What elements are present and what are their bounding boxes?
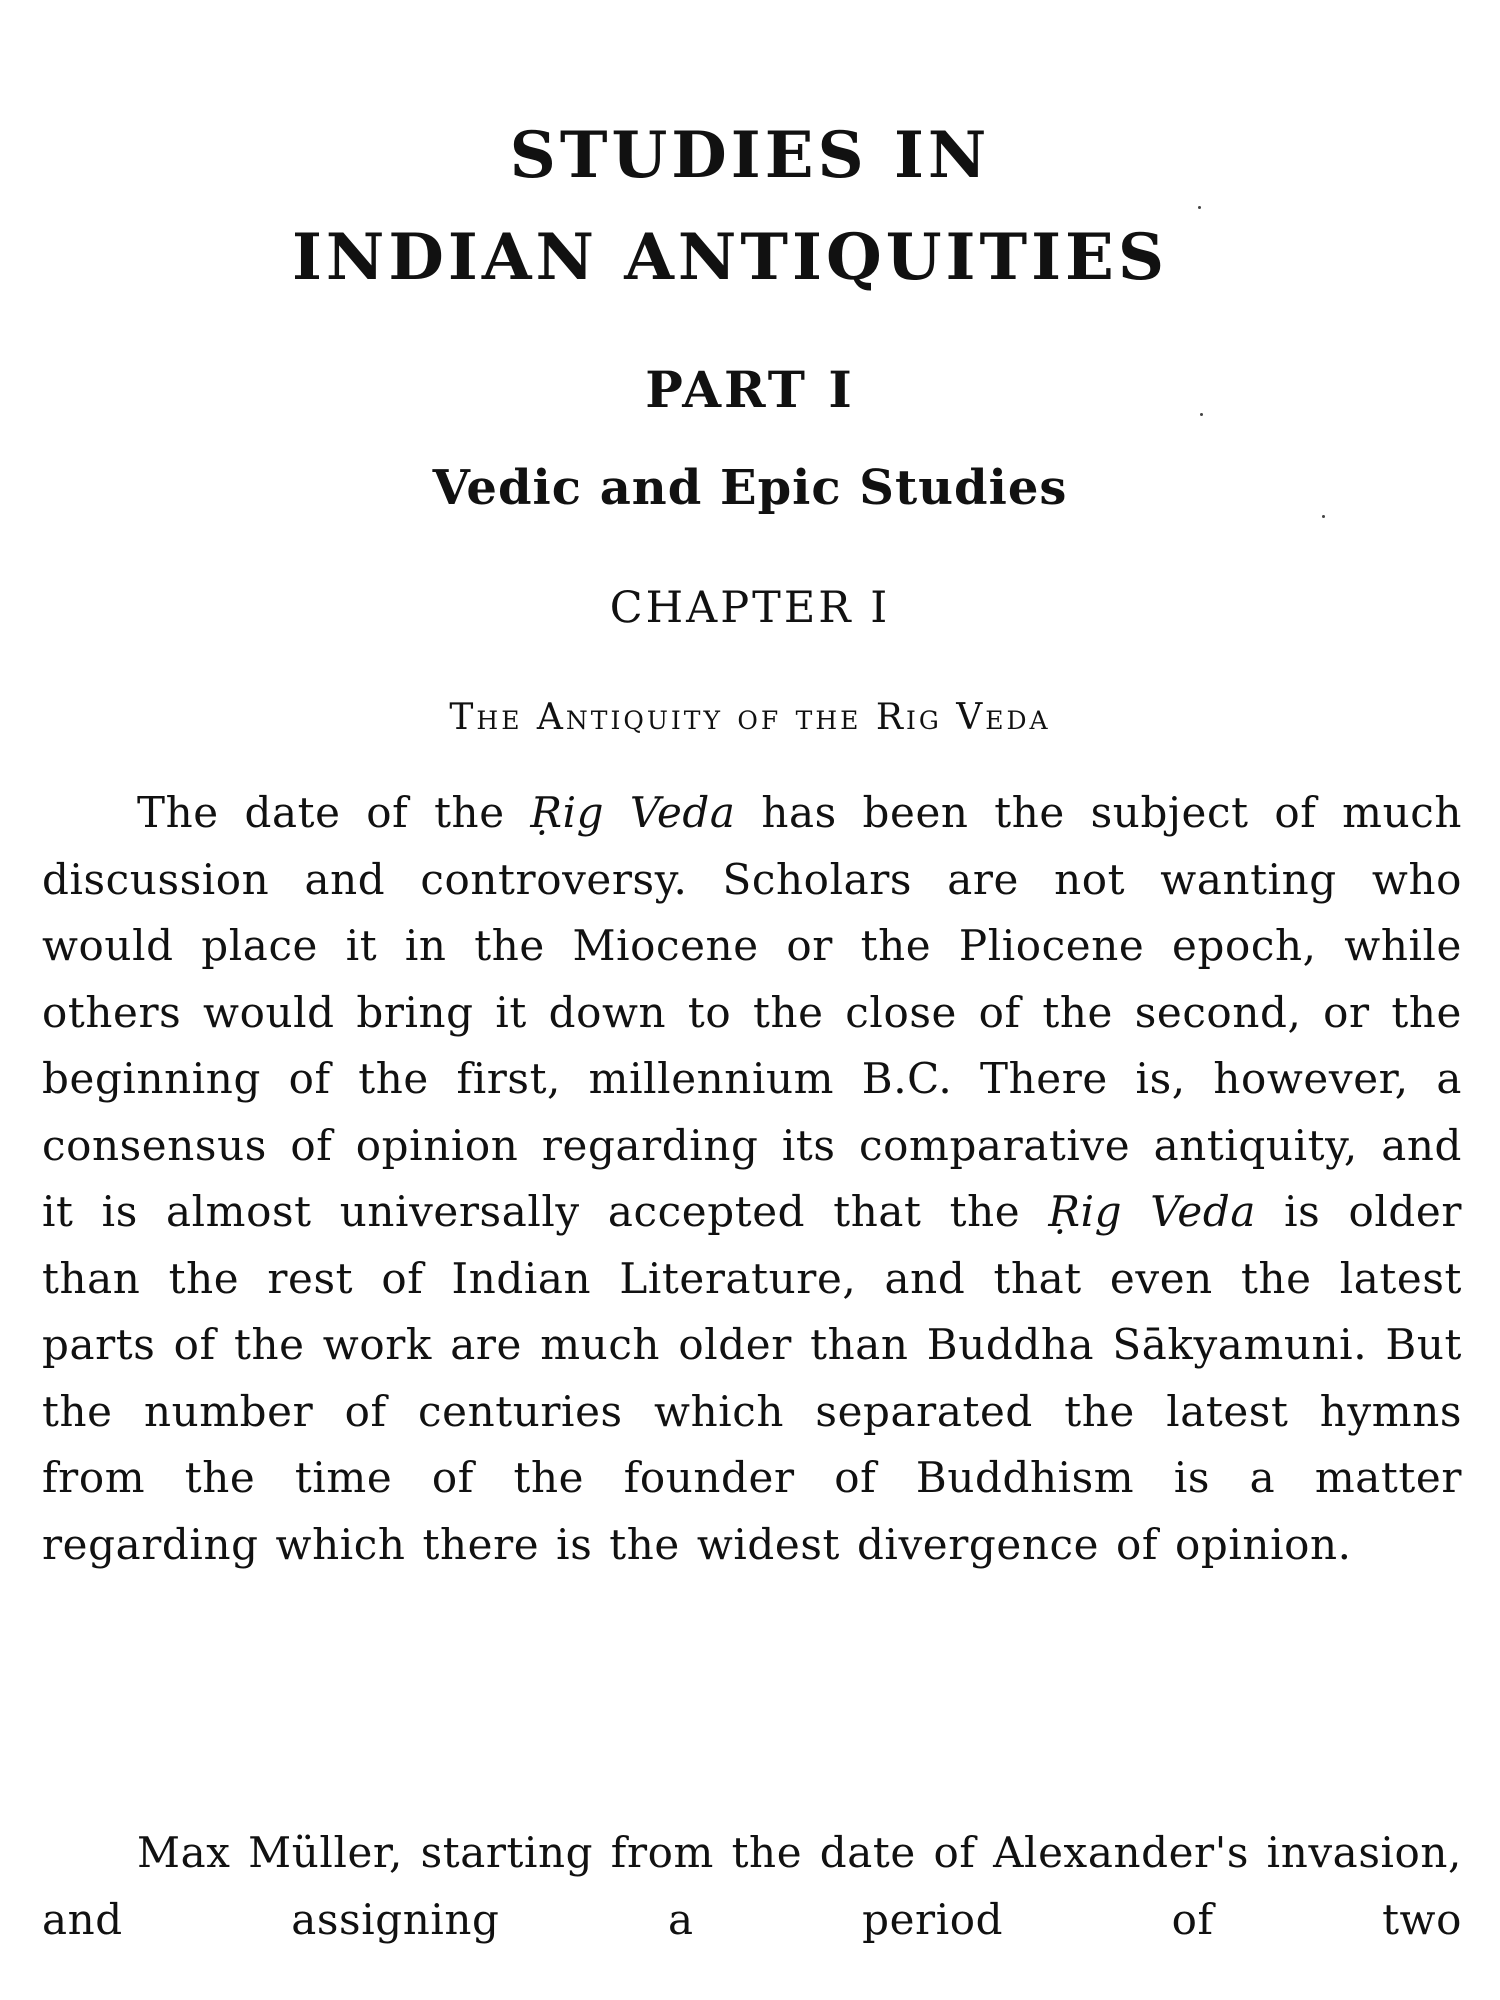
book-title-line-2: INDIAN ANTIQUITIES <box>291 220 1169 295</box>
print-speck <box>1198 206 1201 209</box>
body-paragraph-2: Max Müller, starting from the date of Alexander's invasion, and assigning a period of two <box>42 1828 1462 1944</box>
section-heading: The Antiquity of the Rig Veda <box>449 697 1051 738</box>
part-heading: PART I <box>645 360 855 419</box>
book-title-line-1: STUDIES IN <box>509 118 991 193</box>
body-paragraph-1: The date of the Ṛig Veda has been the subject of much discussion and controversy. Scholars are not wanting who would place it in the Miocene or the Pliocene epoch, while others would bring it down to the close of the second, or the beginning of the first, millennium B.C. There is, however, a consensus of opinion regarding its comparative antiquity, and it is almost universally accepted that the Ṛig Veda is older than the rest of Indian Literature, and that even the latest parts of the work are much older than Buddha Sākyamuni. But the number of centuries which separated the latest hymns from the time of the founder of Buddhism is a matter regarding which there is the widest divergence of opinion. <box>42 788 1463 1569</box>
print-speck <box>1200 413 1203 416</box>
print-speck <box>1322 515 1325 518</box>
chapter-heading: CHAPTER I <box>609 583 891 633</box>
work-title-italic: Ṛig Veda <box>530 788 736 837</box>
work-title-italic: Ṛig Veda <box>1048 1187 1256 1236</box>
part-subtitle: Vedic and Epic Studies <box>432 460 1068 516</box>
